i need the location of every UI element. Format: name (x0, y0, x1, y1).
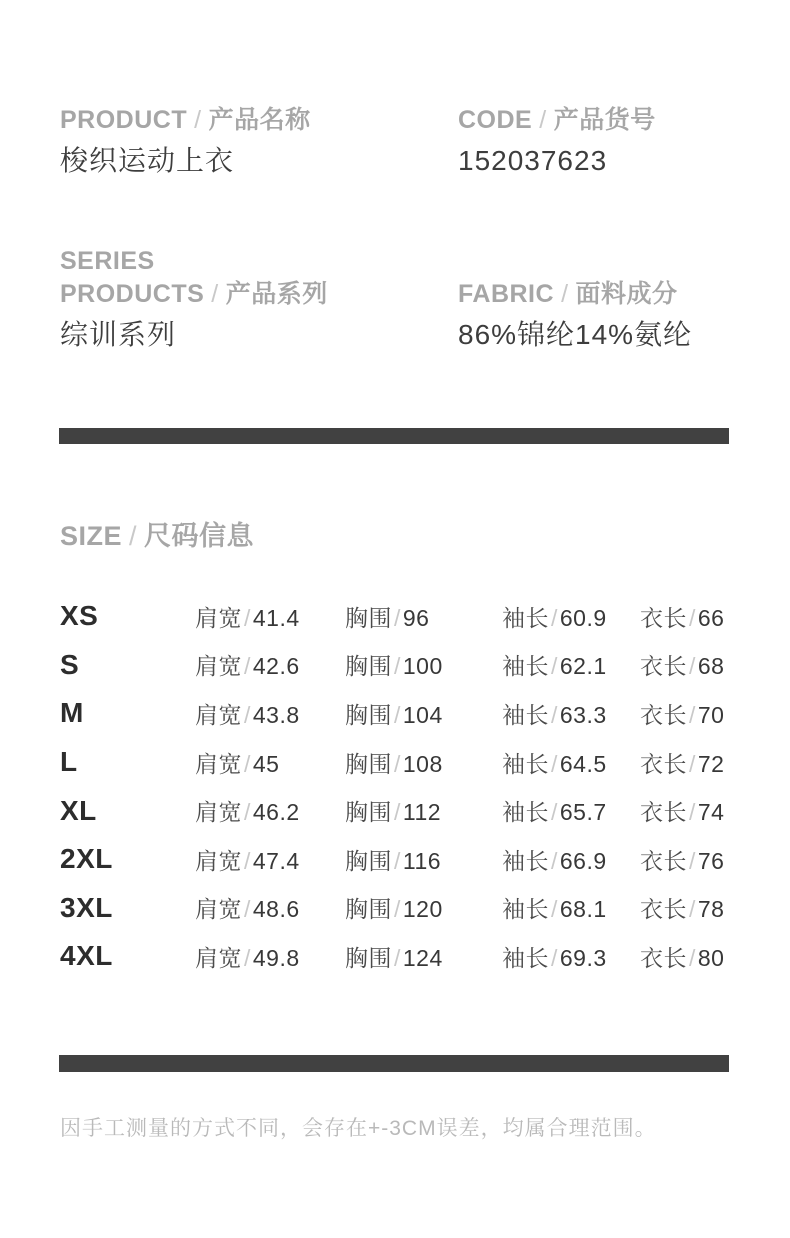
size-table-row (60, 689, 730, 738)
series-block (60, 245, 458, 350)
measure-shoulder (195, 794, 345, 827)
header-separator: / (539, 106, 547, 134)
measure-separator: / (394, 847, 401, 874)
code-header (458, 104, 730, 137)
measure-shoulder (195, 746, 345, 779)
size-header-en: SIZE (60, 521, 123, 551)
measure-separator: / (394, 653, 401, 680)
measure-value-chest: 124 (402, 944, 443, 971)
measure-label-sleeve: 袖长 (502, 847, 549, 874)
measure-sleeve (502, 891, 640, 924)
size-table-row (60, 884, 730, 933)
measure-chest (345, 600, 502, 633)
measure-chest (345, 648, 502, 681)
measure-separator: / (394, 944, 401, 971)
measure-value-chest: 104 (402, 701, 443, 728)
fabric-header-en: FABRIC (458, 280, 555, 308)
measure-label-length: 衣长 (640, 944, 687, 971)
measure-label-chest: 胸围 (345, 896, 392, 923)
measure-label-length: 衣长 (640, 750, 687, 777)
measure-separator: / (551, 604, 558, 631)
header-separator: / (561, 280, 569, 308)
measure-length (640, 600, 730, 633)
measure-value-chest: 108 (402, 750, 443, 777)
measure-sleeve (502, 600, 640, 633)
header-separator: / (194, 106, 202, 134)
size-table (60, 592, 730, 981)
series-value: 综训系列 (60, 319, 177, 350)
series-header-cn: 产品系列 (225, 280, 328, 308)
size-table-row (60, 641, 730, 690)
size-table-row (60, 786, 730, 835)
product-header-en: PRODUCT (60, 106, 188, 134)
measure-separator: / (689, 944, 696, 971)
measure-value-sleeve: 60.9 (559, 604, 607, 631)
measure-separator: / (394, 604, 401, 631)
measure-label-length: 衣长 (640, 847, 687, 874)
series-header-en: PRODUCTS (60, 280, 205, 308)
measure-label-chest: 胸围 (345, 604, 392, 631)
measure-chest (345, 746, 502, 779)
series-header-line1: SERIES (60, 247, 155, 275)
measure-value-length: 74 (697, 799, 725, 826)
measure-value-length: 80 (697, 944, 725, 971)
measure-chest (345, 843, 502, 876)
measure-separator: / (689, 701, 696, 728)
measure-value-chest: 112 (402, 799, 442, 826)
measure-shoulder (195, 940, 345, 973)
measure-label-chest: 胸围 (345, 701, 392, 728)
measure-sleeve (502, 697, 640, 730)
code-header-en: CODE (458, 106, 533, 134)
measure-separator: / (689, 896, 696, 923)
measure-chest (345, 697, 502, 730)
measure-length (640, 891, 730, 924)
size-table-row (60, 592, 730, 641)
fabric-header-cn: 面料成分 (575, 280, 678, 308)
measure-value-sleeve: 62.1 (559, 653, 607, 680)
size-label: 3XL (60, 891, 113, 923)
series-fabric-section (60, 245, 730, 350)
measure-chest (345, 940, 502, 973)
measure-value-sleeve: 68.1 (559, 896, 607, 923)
measure-shoulder (195, 600, 345, 633)
product-code-section (60, 104, 730, 176)
size-label: XL (60, 794, 97, 826)
size-label: 4XL (60, 940, 113, 972)
measure-label-sleeve: 袖长 (502, 750, 549, 777)
measure-value-length: 70 (697, 701, 725, 728)
measure-label-length: 衣长 (640, 701, 687, 728)
measure-value-sleeve: 63.3 (559, 701, 607, 728)
measure-label-sleeve: 袖长 (502, 701, 549, 728)
size-label: XS (60, 600, 99, 632)
measure-separator: / (551, 653, 558, 680)
measure-separator: / (689, 799, 696, 826)
measure-chest (345, 891, 502, 924)
measure-separator: / (244, 653, 251, 680)
size-label: L (60, 746, 78, 778)
measure-value-shoulder: 47.4 (252, 847, 300, 874)
measure-value-sleeve: 69.3 (559, 944, 607, 971)
measure-separator: / (551, 701, 558, 728)
measure-separator: / (551, 750, 558, 777)
size-table-row (60, 738, 730, 787)
measure-separator: / (244, 604, 251, 631)
size-label: M (60, 697, 84, 729)
measure-label-chest: 胸围 (345, 944, 392, 971)
divider-bar-top (59, 428, 729, 444)
measure-separator: / (394, 896, 401, 923)
measure-label-shoulder: 肩宽 (195, 701, 242, 728)
product-header (60, 104, 458, 137)
measure-length (640, 940, 730, 973)
measure-label-length: 衣长 (640, 653, 687, 680)
measure-label-chest: 胸围 (345, 799, 392, 826)
measure-value-length: 78 (697, 896, 725, 923)
measure-separator: / (394, 799, 401, 826)
measure-value-shoulder: 49.8 (252, 944, 300, 971)
measure-sleeve (502, 648, 640, 681)
measure-label-chest: 胸围 (345, 653, 392, 680)
fabric-header (458, 278, 730, 311)
measure-value-sleeve: 66.9 (559, 847, 607, 874)
fabric-value: 86%锦纶14%氨纶 (458, 319, 693, 350)
measure-value-length: 68 (697, 653, 725, 680)
measure-label-chest: 胸围 (345, 847, 392, 874)
product-name-value: 梭织运动上衣 (60, 145, 235, 176)
header-separator: / (129, 521, 138, 551)
measure-value-length: 72 (697, 750, 725, 777)
measure-separator: / (689, 604, 696, 631)
measure-value-sleeve: 64.5 (559, 750, 607, 777)
product-header-cn: 产品名称 (208, 106, 311, 134)
measure-sleeve (502, 843, 640, 876)
size-header-cn: 尺码信息 (144, 521, 255, 551)
measure-value-shoulder: 43.8 (252, 701, 300, 728)
series-header-line2 (60, 278, 458, 311)
measure-length (640, 794, 730, 827)
measure-shoulder (195, 891, 345, 924)
measure-label-shoulder: 肩宽 (195, 750, 242, 777)
header-separator: / (211, 280, 219, 308)
product-code-value: 152037623 (458, 145, 608, 176)
measure-separator: / (244, 944, 251, 971)
measure-separator: / (394, 701, 401, 728)
measure-separator: / (244, 847, 251, 874)
measure-label-sleeve: 袖长 (502, 799, 549, 826)
measure-value-chest: 116 (402, 847, 442, 874)
measure-value-sleeve: 65.7 (559, 799, 607, 826)
measure-label-length: 衣长 (640, 896, 687, 923)
measure-separator: / (689, 847, 696, 874)
measure-separator: / (244, 750, 251, 777)
measure-label-shoulder: 肩宽 (195, 799, 242, 826)
measure-length (640, 648, 730, 681)
measure-label-shoulder: 肩宽 (195, 653, 242, 680)
product-name-block (60, 104, 458, 176)
measure-separator: / (551, 799, 558, 826)
measure-label-sleeve: 袖长 (502, 653, 549, 680)
measure-label-chest: 胸围 (345, 750, 392, 777)
measure-length (640, 697, 730, 730)
measure-label-sleeve: 袖长 (502, 604, 549, 631)
measure-label-shoulder: 肩宽 (195, 944, 242, 971)
measure-value-shoulder: 42.6 (252, 653, 300, 680)
size-table-row (60, 835, 730, 884)
measure-value-length: 76 (697, 847, 725, 874)
measure-length (640, 843, 730, 876)
measure-label-sleeve: 袖长 (502, 944, 549, 971)
measure-label-shoulder: 肩宽 (195, 896, 242, 923)
measure-separator: / (551, 944, 558, 971)
measure-separator: / (244, 701, 251, 728)
measure-value-length: 66 (697, 604, 725, 631)
series-header (60, 245, 458, 311)
measure-separator: / (244, 896, 251, 923)
size-label: S (60, 648, 80, 680)
divider-bar-bottom (59, 1055, 729, 1072)
measure-separator: / (244, 799, 251, 826)
measure-value-shoulder: 48.6 (252, 896, 300, 923)
measure-value-chest: 120 (402, 896, 443, 923)
measure-separator: / (689, 653, 696, 680)
measure-separator: / (394, 750, 401, 777)
measure-separator: / (551, 896, 558, 923)
measure-shoulder (195, 697, 345, 730)
measure-value-shoulder: 45 (252, 750, 280, 777)
measure-sleeve (502, 746, 640, 779)
measure-value-shoulder: 46.2 (252, 799, 300, 826)
code-header-cn: 产品货号 (553, 106, 656, 134)
measure-shoulder (195, 843, 345, 876)
product-code-block (458, 104, 730, 176)
measure-label-sleeve: 袖长 (502, 896, 549, 923)
measure-value-shoulder: 41.4 (252, 604, 300, 631)
measure-label-length: 衣长 (640, 604, 687, 631)
measure-value-chest: 100 (402, 653, 443, 680)
measure-sleeve (502, 940, 640, 973)
measure-sleeve (502, 794, 640, 827)
measure-length (640, 746, 730, 779)
measure-label-shoulder: 肩宽 (195, 604, 242, 631)
measure-separator: / (551, 847, 558, 874)
measure-label-length: 衣长 (640, 799, 687, 826)
measure-separator: / (689, 750, 696, 777)
fabric-block (458, 245, 730, 350)
size-section-header (60, 520, 254, 553)
measure-label-shoulder: 肩宽 (195, 847, 242, 874)
measure-chest (345, 794, 502, 827)
size-label: 2XL (60, 843, 113, 875)
size-table-row (60, 932, 730, 981)
measure-value-chest: 96 (402, 604, 430, 631)
measure-shoulder (195, 648, 345, 681)
measurement-tolerance-note: 因手工测量的方式不同，会存在+-3CM误差，均属合理范围。 (60, 1117, 657, 1140)
